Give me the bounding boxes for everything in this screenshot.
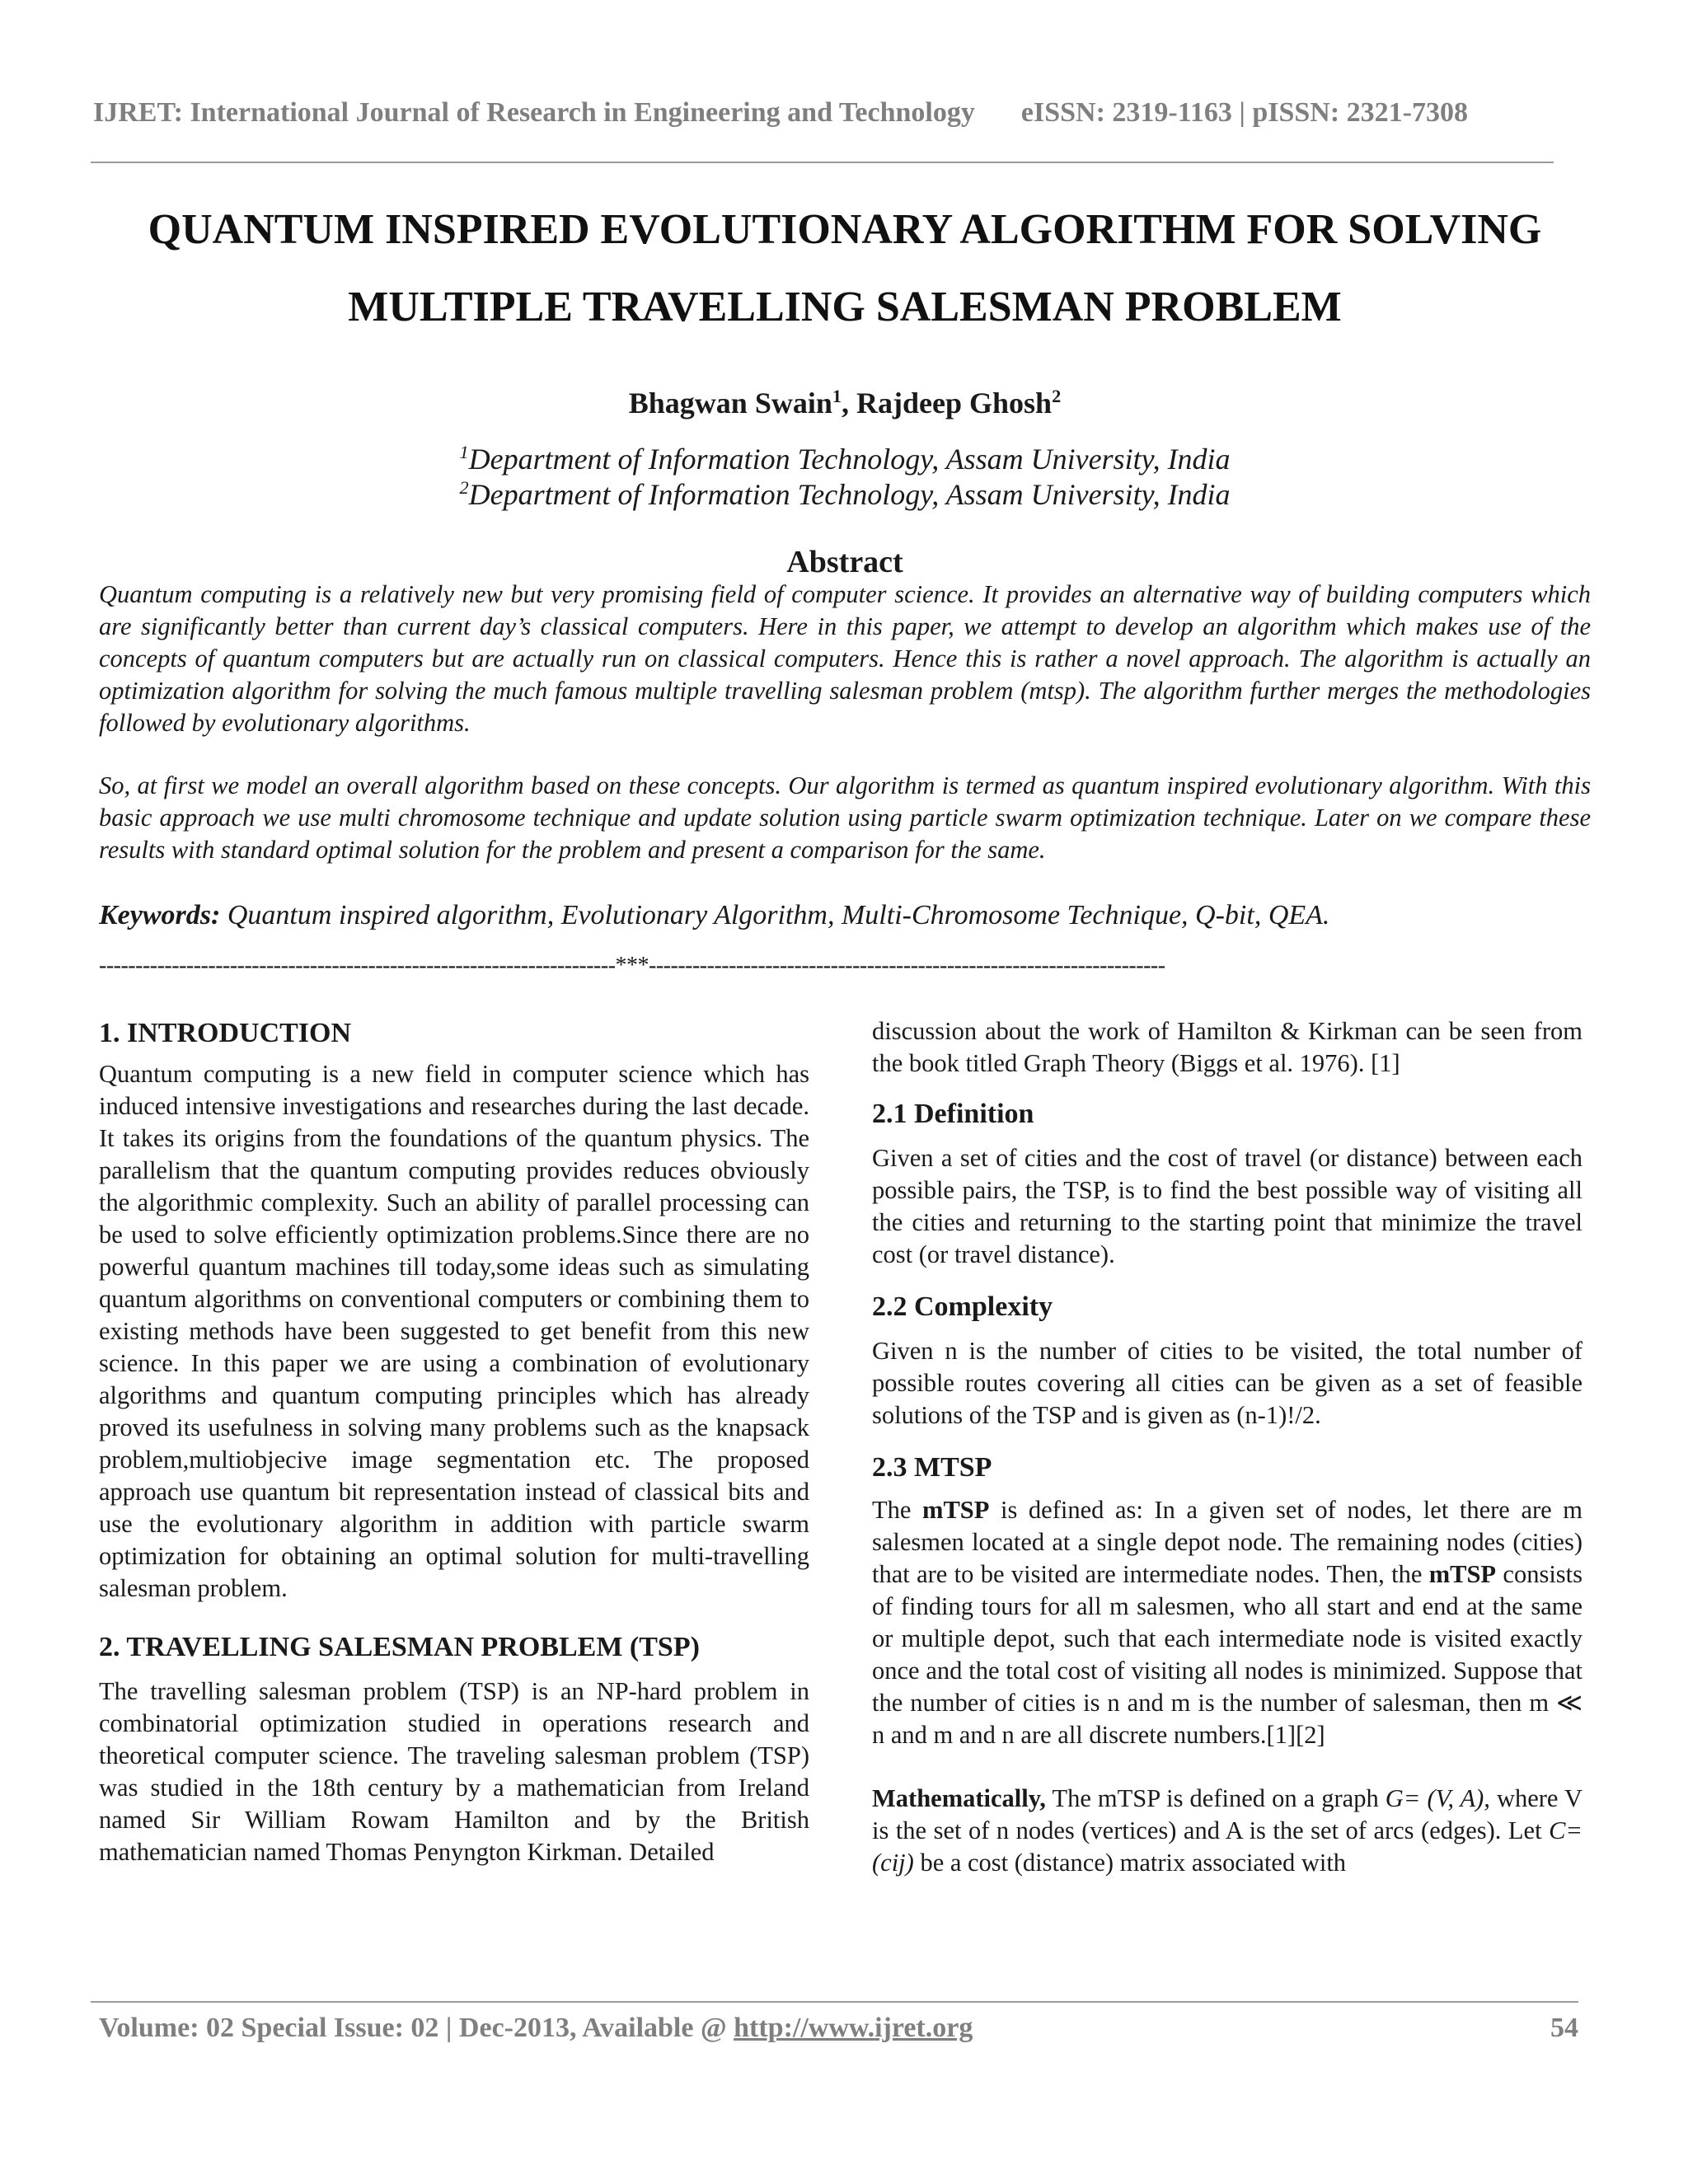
math-lead: Mathematically, [872, 1784, 1046, 1812]
introduction-heading: 1. INTRODUCTION [99, 1018, 352, 1048]
header-rule [91, 162, 1554, 163]
keywords-label: Keywords: [99, 900, 221, 930]
tsp-heading: 2. TRAVELLING SALESMAN PROBLEM (TSP) [99, 1632, 700, 1662]
keywords-text: Quantum inspired algorithm, Evolutionary Algorithm, Multi-Chromosome Technique, Q-bit, QEA. [220, 900, 1330, 930]
journal-name: IJRET: International Journal of Research in Engineering and Technology [93, 97, 975, 128]
affiliation-1 [91, 442, 1599, 477]
mtsp-term: mTSP [922, 1496, 990, 1524]
footer [99, 2013, 973, 2044]
author-1-affil-mark: 1 [832, 386, 842, 406]
footer-text: Volume: 02 Special Issue: 02 | Dec-2013, Available @ [99, 2013, 734, 2043]
author-2: Rajdeep Ghosh [856, 387, 1053, 419]
mtsp-heading: 2.3 MTSP [872, 1452, 992, 1483]
mtsp-text-part: consists of finding tours for all m salesmen, who all start and end at the same or multiple depot, such that each intermediate node is visited exactly once and the total cost of visiting all nodes is minimized. Suppose that the number of cities is n and m is the number of salesman, then m ≪ n and m and n are all discrete numbers.[1][2] [872, 1560, 1583, 1749]
affiliation-2 [91, 477, 1599, 513]
math-text-part: be a cost (distance) matrix associated with [913, 1849, 1347, 1877]
complexity-text: Given n is the number of cities to be visited, the total number of possible routes covering all cities can be given as a set of feasible solutions of the TSP and is given as (n-1)!/2. [872, 1337, 1582, 1429]
title-line-2: MULTIPLE TRAVELLING SALESMAN PROBLEM [348, 284, 1342, 330]
page-number: 54 [1550, 2013, 1578, 2043]
abstract-paragraph-1: Quantum computing is a relatively new but very promising field of computer science. It provides an alternative way of building computers which are significantly better than current day’s classical computers. Here in this paper, we attempt to develop an algorithm which makes use of the concepts of quantum computers but are actually run on classical computers. Hence this is rather a novel approach. The algorithm is actually an optimization algorithm for solving the much famous multiple travelling salesman problem (mtsp). The algorithm further merges the methodologies followed by evolutionary algorithms. [99, 580, 1591, 737]
keywords [99, 900, 1591, 931]
running-header [93, 97, 1468, 129]
tsp-text: The travelling salesman problem (TSP) is an NP-hard problem in combinatorial optimization studied in operations research and theoretical computer science. The traveling salesman problem (TSP) was studied in the 18th century by a mathematician from Ireland named Sir William Rowam Hamilton and by the British mathematician named Thomas Penyngton Kirkman. Detailed [99, 1677, 809, 1866]
affiliation-1-text: Department of Information Technology, Assam University, India [468, 443, 1231, 476]
affiliations [91, 442, 1599, 513]
left-column [99, 1015, 809, 1868]
mathematical-definition [872, 1783, 1582, 1879]
issn-text: eISSN: 2319-1163 | pISSN: 2321-7308 [1020, 97, 1468, 128]
affiliation-2-text: Department of Information Technology, Assam University, India [468, 478, 1231, 511]
paper-title [91, 191, 1599, 346]
abstract-heading: Abstract [786, 545, 903, 579]
math-text-part: where V is the set of n nodes (vertices) and A is the set of arcs (edges). Let [872, 1784, 1582, 1844]
section-separator: -----------------------------------------------------------------------***----------------------------------------------------------------------- [99, 953, 1165, 978]
mtsp-text-part: The [872, 1496, 923, 1524]
definition-heading: 2.1 Definition [872, 1099, 1034, 1129]
right-column [872, 1015, 1582, 1879]
author-1: Bhagwan Swain [628, 387, 832, 419]
abstract-paragraph-2: So, at first we model an overall algorithm based on these concepts. Our algorithm is termed as quantum inspired evolutionary algorithm. With this basic approach we use multi chromosome technique and update solution using particle swarm optimization technique. Later on we compare these results with standard optimal solution for the problem and present a comparison for the same. [99, 771, 1591, 864]
mtsp-term: mTSP [1428, 1560, 1497, 1588]
introduction-text: Quantum computing is a new field in computer science which has induced intensive investigations and researches during the last decade. It takes its origins from the foundations of the quantum physics. The parallelism that the quantum computing provides reduces obviously the algorithmic complexity. Such an ability of parallel processing can be used to solve efficiently optimization problems.Since there are no powerful quantum machines till today,some ideas such as simulating quantum algorithms on conventional computers or combining them to existing methods have been suggested to get benefit from this new science. In this paper we are using a combination of evolutionary algorithms and quantum computing principles which has already proved its usefulness in solving many problems such as the knapsack problem,multiobjecive image segmentation etc. The proposed approach use quantum bit representation instead of classical bits and use the evolutionary algorithm in addition with particle swarm optimization for obtaining an optimal solution for multi-travelling salesman problem. [99, 1060, 809, 1602]
cost-matrix-symbol: C= (cij) [872, 1816, 1582, 1877]
continued-text: discussion about the work of Hamilton & Kirkman can be seen from the book titled Graph Theory (Biggs et al. 1976). [1] [872, 1017, 1582, 1077]
footer-rule [91, 2001, 1578, 2003]
mtsp-text-part: is defined as: In a given set of nodes, let there are m salesmen located at a single depot node. The remaining nodes (cities) that are to be visited are intermediate nodes. Then, the [872, 1496, 1583, 1588]
affiliation-1-mark: 1 [459, 442, 469, 462]
author-list [91, 386, 1599, 420]
complexity-heading: 2.2 Complexity [872, 1291, 1053, 1322]
author-separator: , [842, 387, 857, 419]
affiliation-2-mark: 2 [459, 477, 469, 498]
graph-symbol: G= (V, A), [1385, 1784, 1490, 1812]
title-line-1: QUANTUM INSPIRED EVOLUTIONARY ALGORITHM FOR SOLVING [148, 206, 1542, 253]
math-text-part: The mTSP is defined on a graph [1045, 1784, 1386, 1812]
definition-text: Given a set of cities and the cost of travel (or distance) between each possible pairs, the TSP, is to find the best possible way of visiting all the cities and returning to the starting point that minimize the travel cost (or travel distance). [872, 1144, 1582, 1268]
mtsp-text [872, 1494, 1582, 1751]
author-2-affil-mark: 2 [1052, 386, 1062, 406]
journal-link[interactable]: http://www.ijret.org [734, 2013, 973, 2043]
